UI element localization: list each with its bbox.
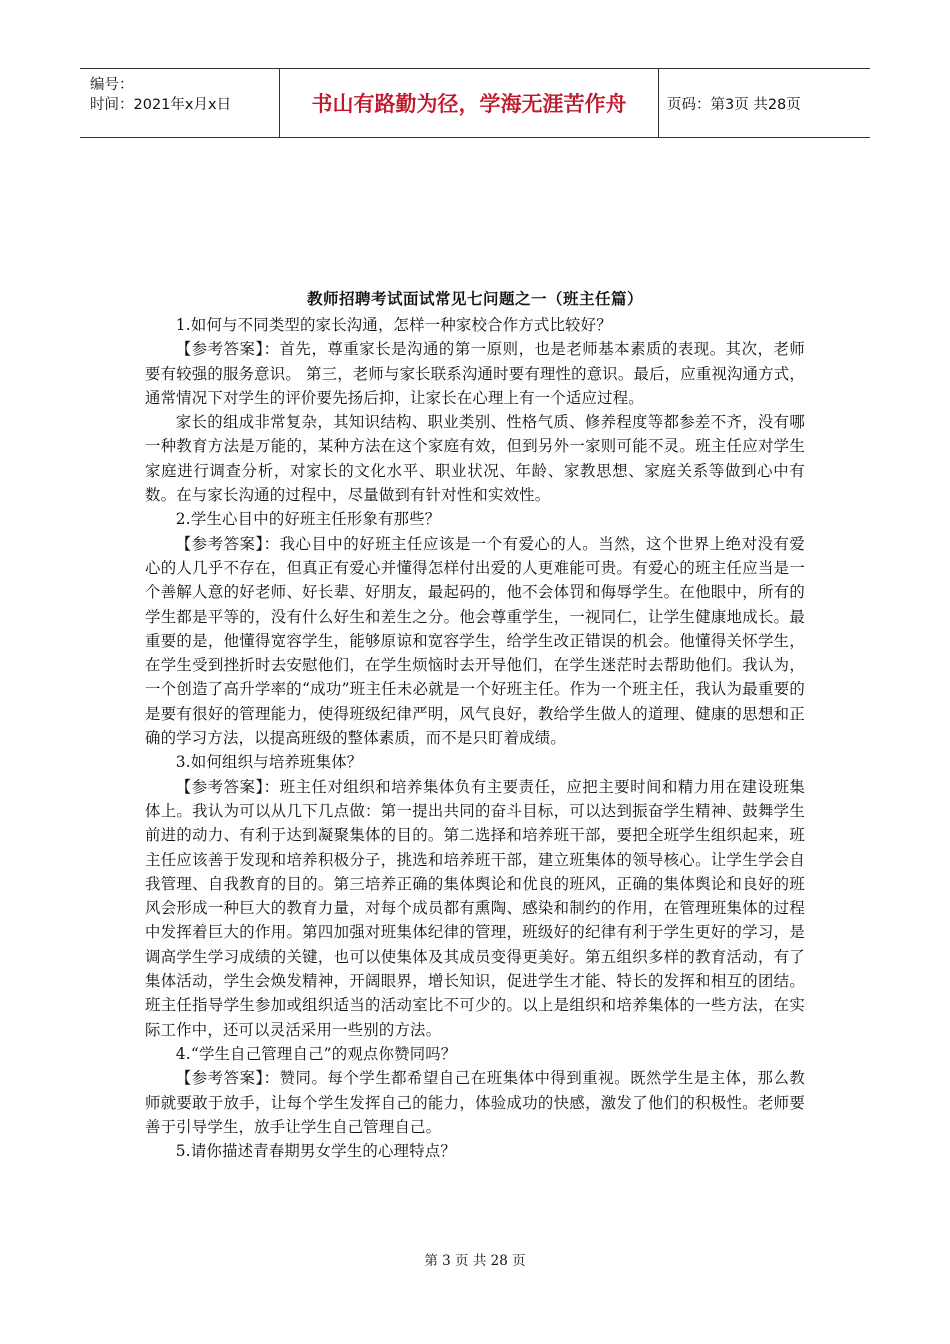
header-meta <box>80 69 280 137</box>
answer-1-continued: 家长的组成非常复杂，其知识结构、职业类别、性格气质、修养程度等都参差不齐，没有哪一种教育方法是万能的，某种方法在这个家庭有效，但到另外一家则可能不灵。班主任应对学生家庭进行调查分析，对家长的文化水平、职业状况、年龄、家教思想、家庭关系等做到心中有数。在与家长沟通的过程中，尽量做到有针对性和实效性。 <box>145 413 805 505</box>
header-page-info: 页码：第3页 共28页 <box>667 96 801 113</box>
number-label: 编号： <box>90 77 134 93</box>
page-header <box>80 68 870 138</box>
answer-3: 【参考答案】：班主任对组织和培养集体负有主要责任，应把主要时间和精力用在建设班集体上。我认为可以从几下几点做：第一提出共同的奋斗目标，可以达到振奋学生精神、鼓舞学生前进的动力、有利于达到凝聚集体的目的。第二选择和培养班干部，要把全班学生组织起来，班主任应该善于发现和培养积极分子，挑选和培养班干部，建立班集体的领导核心。让学生学会自我管理、自我教育的目的。第三培养正确的集体舆论和优良的班风，正确的集体舆论和良好的班风会形成一种巨大的教育力量，对每个成员都有熏陶、感染和制约的作用，在管理班集体的过程中发挥着巨大的作用。第四加强对班集体纪律的管理，班级好的纪律有利于学生更好的学习，是调高学生学习成绩的关键，也可以使集体及其成员变得更美好。第五组织多样的教育活动，有了集体活动，学生会焕发精神，开阔眼界，增长知识，促进学生才能、特长的发挥和相互的团结。班主任指导学生参加或组织适当的活动室比不可少的。以上是组织和培养集体的一些方法，在实际工作中，还可以灵活采用一些别的方法。 <box>145 777 805 1039</box>
question-1: 1.如何与不同类型的家长沟通，怎样一种家校合作方式比较好？ <box>175 316 612 334</box>
document-body <box>145 313 805 1163</box>
answer-1: 【参考答案】：首先，尊重家长是沟通的第一原则，也是老师基本素质的表现。其次，老师要有较强的服务意识。 第三，老师与家长联系沟通时要有理性的意识。最后，应重视沟通方式，通常情况下对学生的评价要先扬后抑，让家长在心理上有一个适应过程。 <box>145 340 805 407</box>
question-5: 5.请你描述青春期男女学生的心理特点？ <box>175 1142 456 1161</box>
header-motto: 书山有路勤为径，学海无涯苦作舟 <box>280 69 659 137</box>
question-4: 4.“学生自己管理自己”的观点你赞同吗？ <box>175 1044 457 1063</box>
answer-4: 【参考答案】：赞同。每个学生都希望自己在班集体中得到重视。既然学生是主体，那么教师就要敢于放手，让每个学生发挥自己的能力，体验成功的快感，激发了他们的积极性。老师要善于引导学生，放手让学生自己管理自己。 <box>145 1069 805 1136</box>
answer-2: 【参考答案】：我心目中的好班主任应该是一个有爱心的人。当然，这个世界上绝对没有爱心的人几乎不存在，但真正有爱心并懂得怎样付出爱的人更难能可贵。有爱心的班主任应当是一个善解人意的好老师、好长辈、好朋友，最起码的，他不会体罚和侮辱学生。在他眼中，所有的学生都是平等的，没有什么好生和差生之分。他会尊重学生，一视同仁，让学生健康地成长。最重要的是，他懂得宽容学生，能够原谅和宽容学生，给学生改正错误的机会。他懂得关怀学生，在学生受到挫折时去安慰他们，在学生烦恼时去开导他们，在学生迷茫时去帮助他们。我认为，一个创造了高升学率的“成功”班主任未必就是一个好班主任。作为一个班主任，我认为最重要的是要有很好的管理能力，使得班级纪律严明，风气良好，教给学生做人的道理、健康的思想和正确的学习方法，以提高班级的整体素质，而不是只盯着成绩。 <box>145 534 805 748</box>
date-label: 时间：2021年x月x日 <box>90 97 232 113</box>
document-title: 教师招聘考试面试常见七问题之一（班主任篇） <box>306 289 643 308</box>
page-footer: 第 3 页 共 28 页 <box>424 1253 526 1269</box>
question-3: 3.如何组织与培养班集体？ <box>175 753 363 772</box>
question-2: 2.学生心目中的好班主任形象有那些？ <box>175 510 441 529</box>
